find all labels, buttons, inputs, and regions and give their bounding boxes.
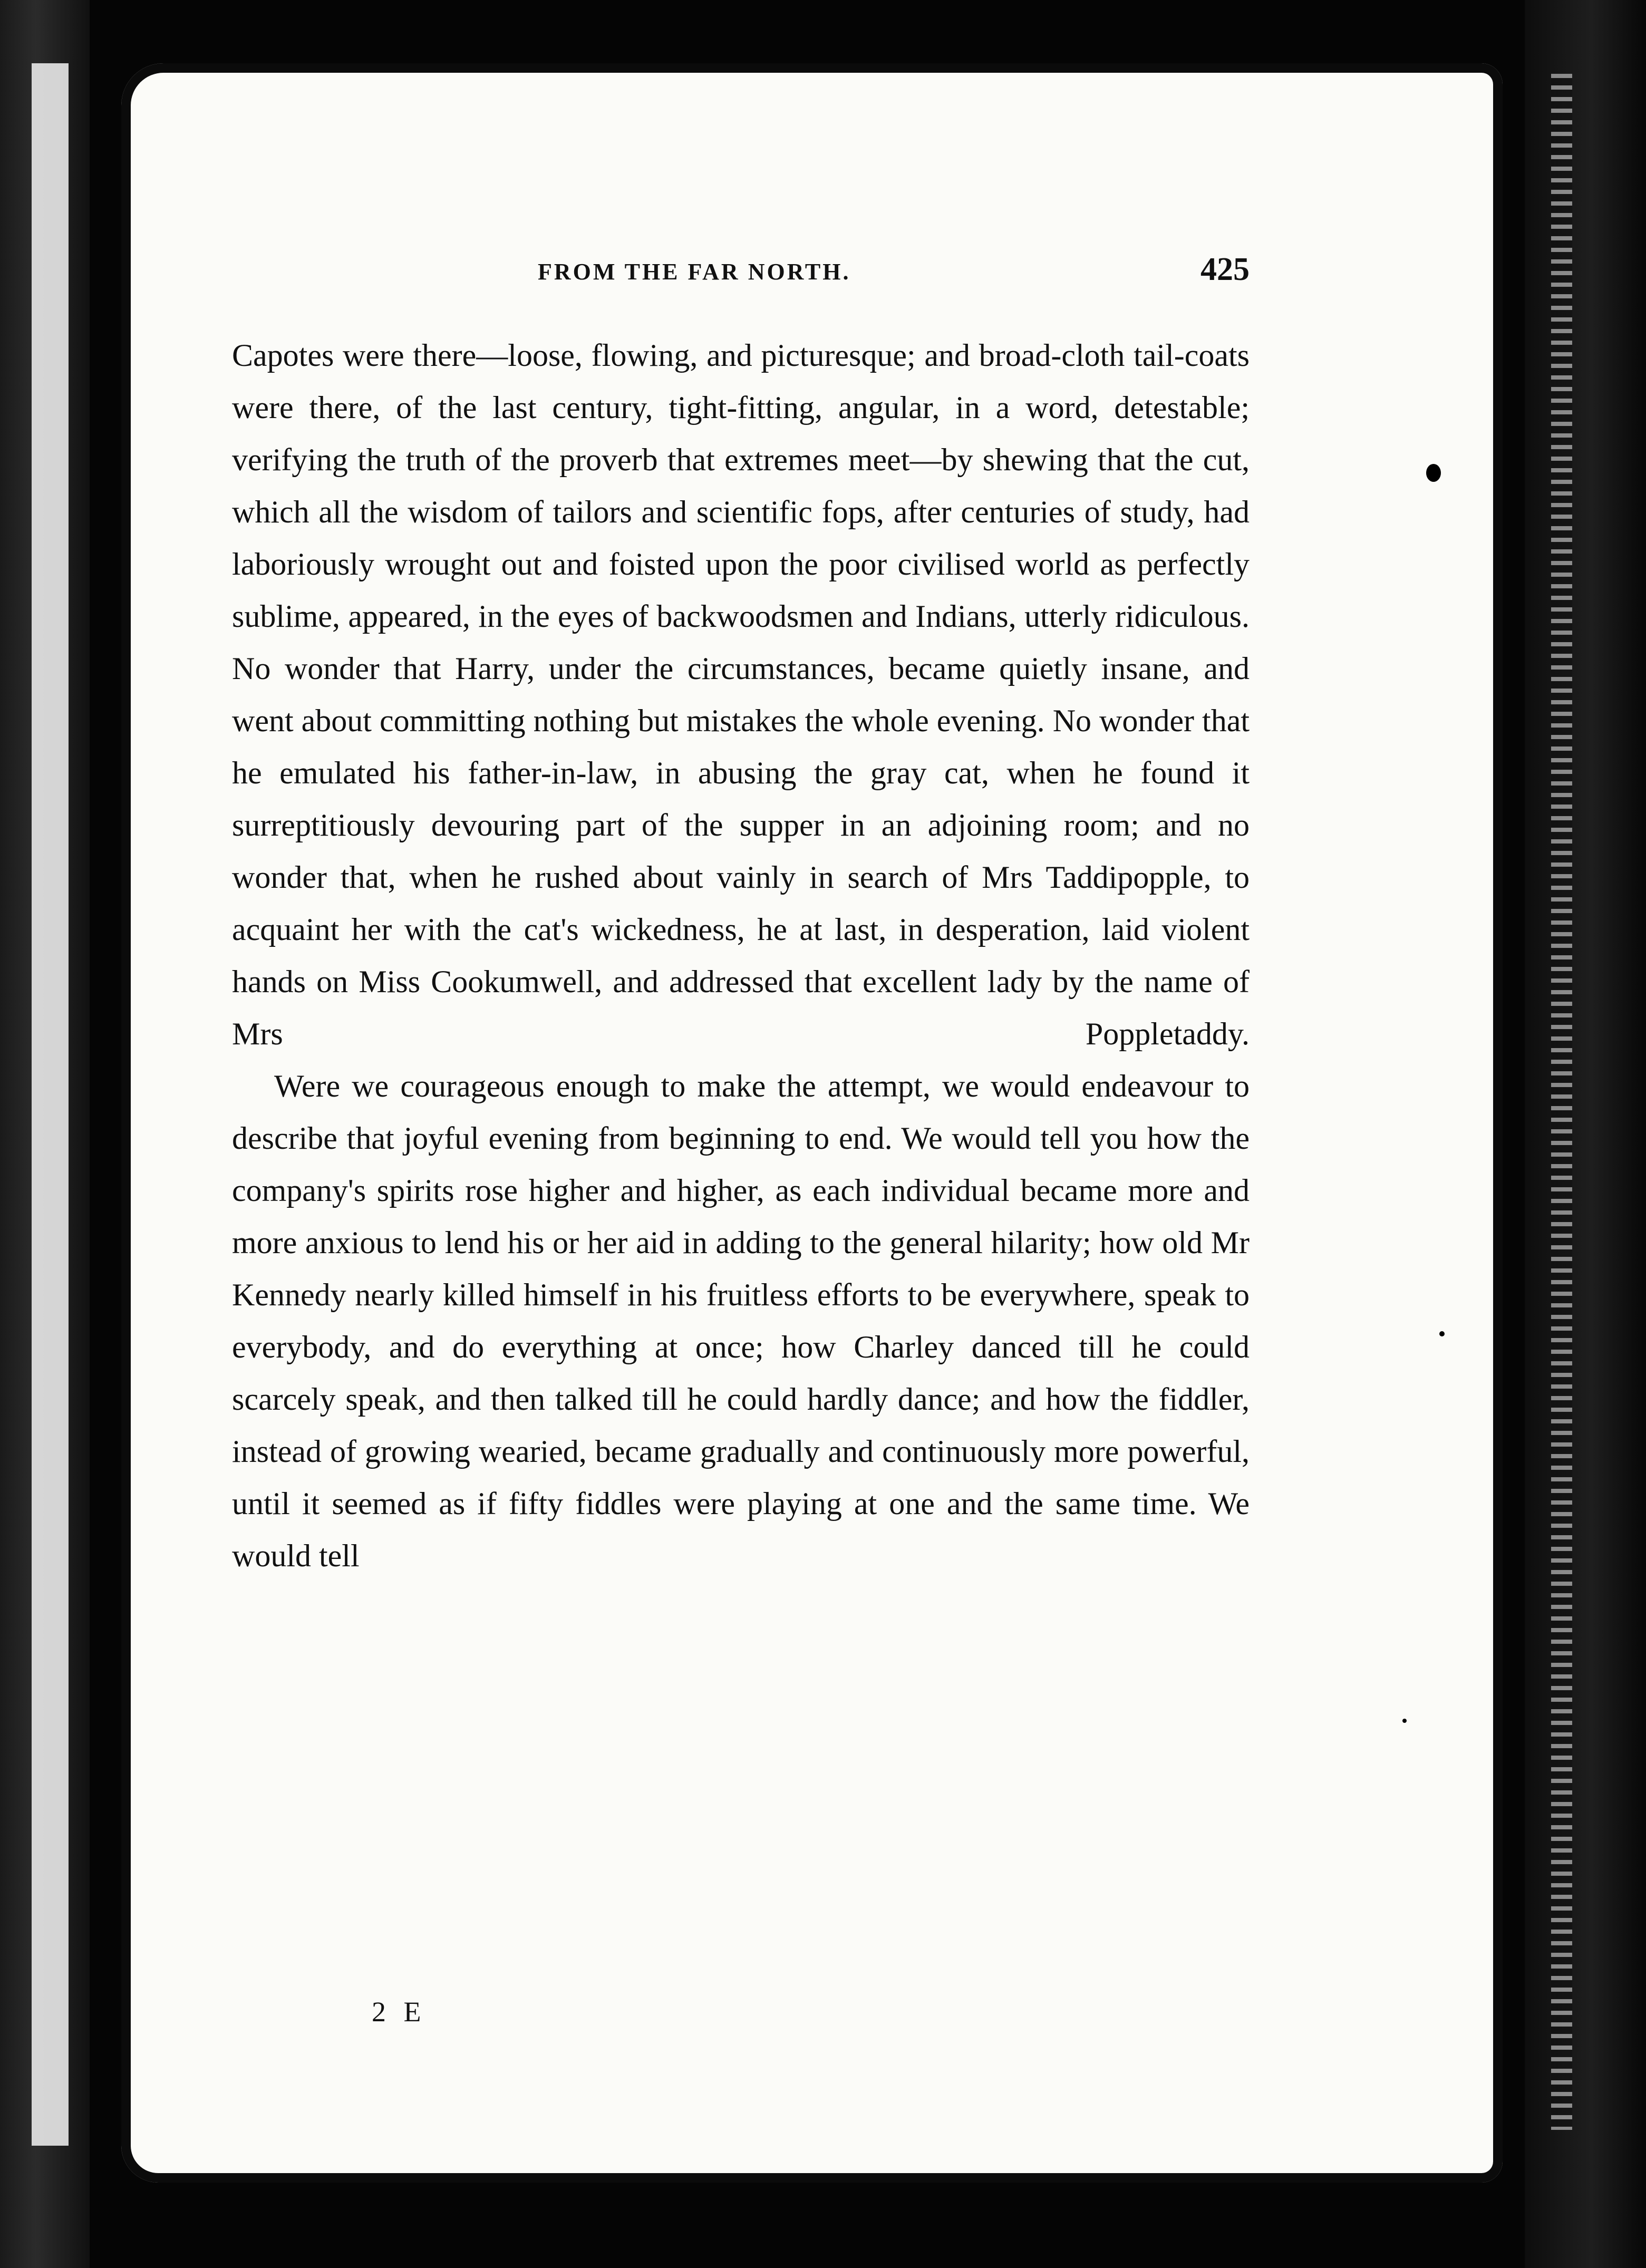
page-number: 425 xyxy=(1200,251,1250,287)
signature-mark: 2 E xyxy=(372,1996,427,2028)
ink-speck xyxy=(1439,1331,1445,1336)
ink-speck xyxy=(1426,464,1441,482)
paragraph-1: Capotes were there—loose, flowing, and picturesque; and broad-cloth tail-coats were there, of the last century, tight-fitting, angular, in a word, detestable; verifying the truth of the proverb that extremes meet—by shewing that the cut, which all the wisdom of tailors and scientific fops, after centuries of study, had laboriously wrought out and foisted upon the poor civilised world as perfectly sublime, appeared, in the eyes of backwoodsmen and Indians, utterly ridiculous. No wonder that Harry, under the circumstances, became quietly insane, and went about committing nothing but mistakes the whole evening. No wonder that he emulated his father-in-law, in abusing the gray cat, when he found it surreptitiously devouring part of the supper in an adjoining room; and no wonder that, when he rushed about vainly in search of Mrs Taddipopple, to acquaint her with the cat's wickedness, he at last, in desperation, laid violent hands on Miss Cookumwell, and addressed that excellent lady by the name of Mrs Poppletaddy. xyxy=(232,338,1250,1051)
facing-page-edge xyxy=(32,63,69,2146)
paragraph-2: Were we courageous enough to make the attempt, we would endeavour to describe that joyful evening from beginning to end. We would tell you how the company's spirits rose higher and higher, as each individual became more and more anxious to lend his or her aid in adding to the general hilarity; how old Mr Kennedy nearly killed himself in his fruitless efforts to be everywhere, speak to everybody, and do everything at once; how Charley danced till he could scarcely speak, and then talked till he could hardly dance; and how the fiddler, instead of growing wearied, became gradually and continuously more powerful, until it seemed as if fifty fiddles were playing at one and the same time. We would tell xyxy=(232,1069,1250,1573)
page-edge-fringe xyxy=(1551,74,1572,2130)
page-header xyxy=(232,251,1250,306)
right-scan-margin xyxy=(1525,0,1646,2268)
ink-speck xyxy=(1402,1719,1407,1723)
running-head: FROM THE FAR NORTH. xyxy=(538,259,851,285)
body-text xyxy=(232,329,1250,1582)
